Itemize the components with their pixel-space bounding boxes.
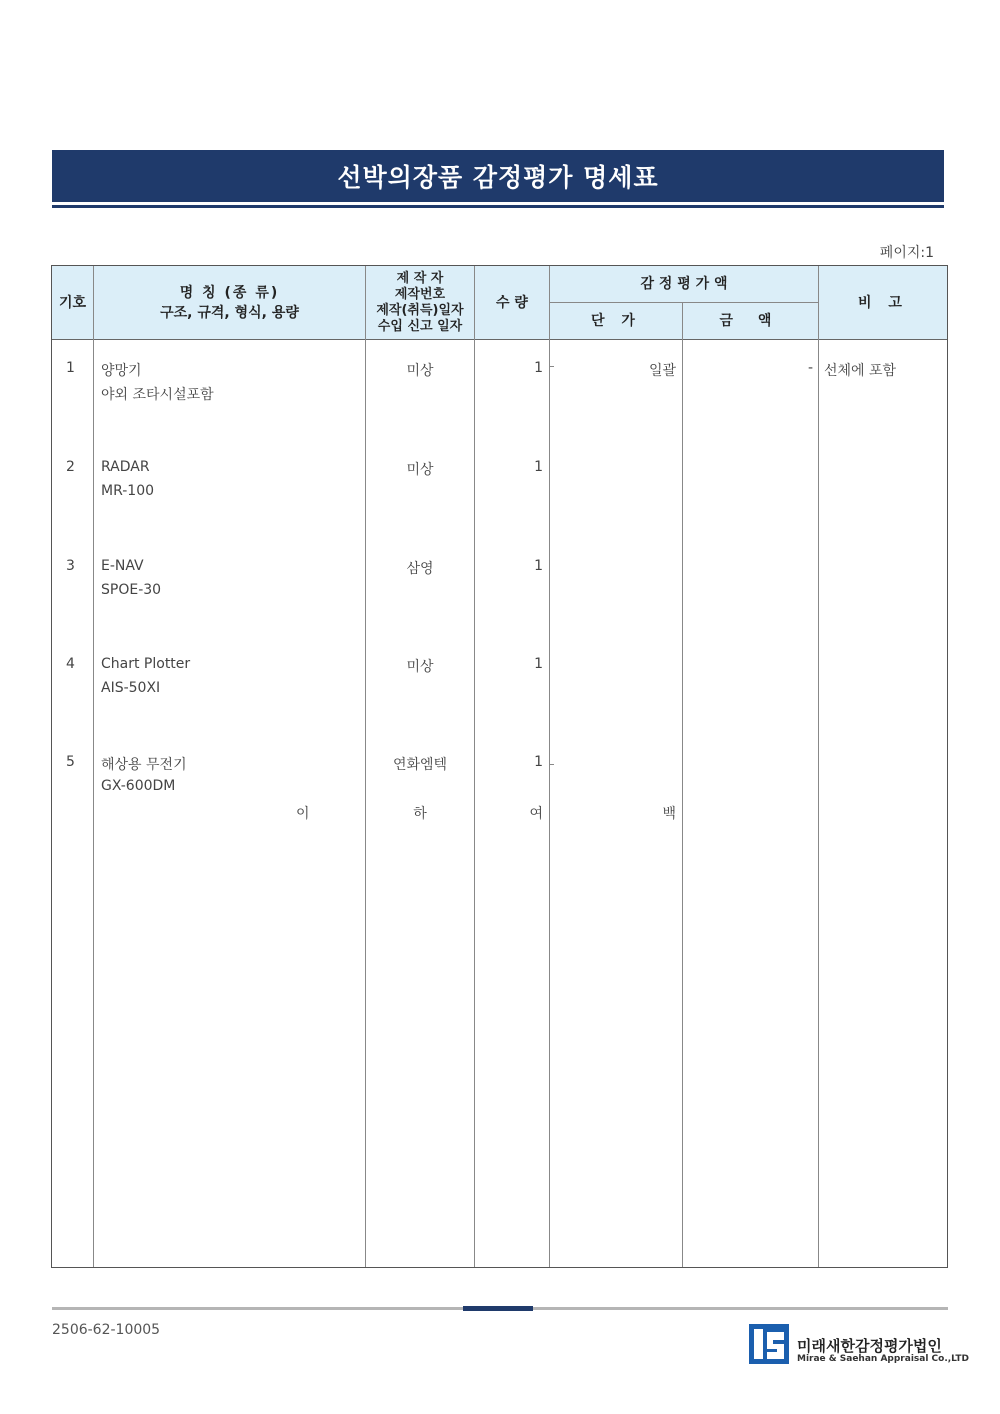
header-name-line1: 명 칭 (종 류) (179, 284, 280, 301)
column-divider (818, 266, 819, 1267)
header-maker-line1: 제 작 자 (396, 270, 444, 286)
footer-accent (463, 1306, 533, 1311)
row5-name: 해상용 무전기 (101, 757, 187, 773)
header-maker-line3: 제작(취득)일자 (376, 302, 464, 318)
company-name-en: Mirae & Saehan Appraisal Co.,LTD (797, 1354, 970, 1364)
header-maker (366, 266, 474, 339)
closing-mark-3: 여 (529, 806, 543, 822)
title-underline (52, 205, 944, 208)
row3-qty: 1 (534, 558, 543, 574)
document-title: 선박의장품 감정평가 명세표 (52, 150, 944, 202)
row4-no: 4 (66, 656, 75, 672)
page-number: 페이지:1 (879, 245, 934, 261)
header-appraisal: 감 정 평 가 액 (640, 276, 728, 292)
header-no: 기호 (58, 294, 87, 311)
company-logo-icon (749, 1324, 789, 1364)
row3-spec: SPOE-30 (101, 582, 162, 598)
row4-name: Chart Plotter (101, 656, 191, 672)
row3-maker: 삼영 (406, 561, 434, 577)
row4-qty: 1 (534, 656, 543, 672)
row1-name: 양망기 (101, 363, 142, 379)
column-divider (682, 302, 683, 1267)
row2-qty: 1 (534, 459, 543, 475)
qty-group-bracket (549, 366, 554, 765)
column-divider (93, 266, 94, 1267)
row2-no: 2 (66, 459, 75, 475)
header-qty: 수 량 (496, 294, 528, 311)
row4-maker: 미상 (406, 659, 434, 675)
row1-maker: 미상 (406, 363, 434, 379)
row2-name: RADAR (101, 459, 150, 475)
company-name-ko: 미래새한감정평가법인 (797, 1337, 942, 1355)
row5-no: 5 (66, 754, 75, 770)
row5-spec: GX-600DM (101, 778, 176, 794)
closing-mark-2: 하 (413, 806, 427, 822)
row2-maker: 미상 (406, 462, 434, 478)
row2-spec: MR-100 (101, 483, 155, 499)
row3-no: 3 (66, 558, 75, 574)
row5-qty: 1 (534, 754, 543, 770)
row1-qty: 1 (534, 360, 543, 376)
header-unit-price: 단 가 (591, 313, 641, 329)
row1-remarks: 선체에 포함 (824, 363, 897, 379)
row1-spec: 야외 조타시설포함 (101, 387, 214, 403)
header-name (94, 266, 365, 339)
header-remarks: 비 고 (858, 294, 908, 311)
row3-name: E-NAV (101, 558, 144, 574)
appraisal-table (51, 265, 948, 1268)
row1-unit-price: 일괄 (648, 363, 676, 379)
row1-amount: - (807, 360, 813, 376)
header-name-line2: 구조, 규격, 형식, 용량 (160, 304, 299, 321)
closing-mark-4: 백 (662, 806, 676, 822)
closing-mark-1: 이 (296, 806, 310, 822)
row4-spec: AIS-50XI (101, 680, 161, 696)
table-header (52, 266, 947, 340)
header-maker-line4: 수입 신고 일자 (377, 318, 463, 334)
row1-no: 1 (66, 360, 75, 376)
row5-maker: 연화엠텍 (392, 757, 448, 773)
header-maker-line2: 제작번호 (394, 286, 446, 302)
document-number: 2506-62-10005 (52, 1322, 161, 1338)
header-amount: 금 액 (719, 313, 782, 329)
